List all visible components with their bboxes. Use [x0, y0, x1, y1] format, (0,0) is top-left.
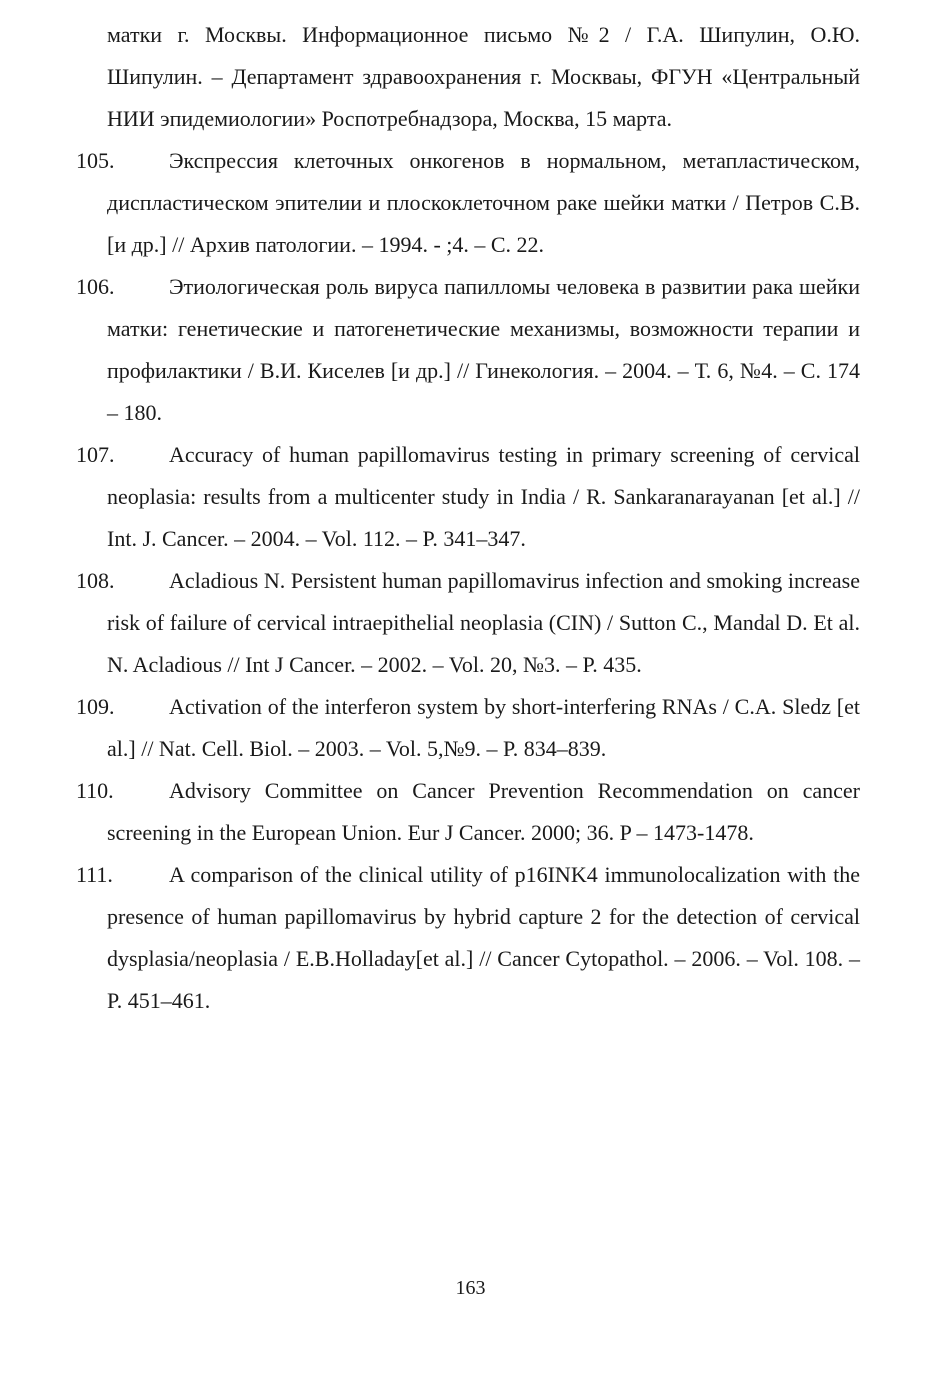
reference-text: Этиологическая роль вируса папилломы человека в развитии рака шейки матки: генетические и патогенетические механизмы, возможности терапии и профилактики / В.И. Киселев [и др.] // Гинекология. – 2004. – Т. 6, №4. – С. 174 – 180. — [107, 274, 860, 425]
reference-item-111 — [76, 854, 860, 1022]
reference-item-105 — [76, 140, 860, 266]
reference-continuation-text: матки г. Москвы. Информационное письмо №2 / Г.А. Шипулин, О.Ю. Шипулин. – Департамент здравоохранения г. Москваы, ФГУН «Центральный НИИ эпидемиологии» Роспотребнадзора, Москва, 15 марта. — [107, 22, 860, 131]
reference-list — [76, 14, 860, 1022]
reference-item-110 — [76, 770, 860, 854]
reference-text: Экспрессия клеточных онкогенов в нормальном, метапластическом, диспластическом эпителии и плоскоклеточном раке шейки матки / Петров С.В. [и др.] // Архив патологии. – 1994. - ;4. – С. 22. — [107, 148, 860, 257]
reference-number: 107. — [76, 442, 115, 467]
reference-text: Acladious N. Persistent human papillomavirus infection and smoking increase risk of failure of cervical intraepithelial neoplasia (CIN) / Sutton C., Mandal D. Et al. N. Acladious // Int J Cancer. – 2002. – Vol. 20, №3. – P. 435. — [107, 568, 860, 677]
reference-item-108 — [76, 560, 860, 686]
reference-continuation — [76, 14, 860, 140]
reference-number: 110. — [76, 778, 114, 803]
reference-number: 108. — [76, 568, 115, 593]
reference-number: 109. — [76, 694, 115, 719]
reference-text: Activation of the interferon system by short-interfering RNAs / C.A. Sledz [et al.] // Nat. Cell. Biol. – 2003. – Vol. 5,№9. – P. 834–839. — [107, 694, 860, 761]
reference-number: 106. — [76, 274, 115, 299]
reference-item-107 — [76, 434, 860, 560]
reference-text: Advisory Committee on Cancer Prevention Recommendation on cancer screening in the European Union. Eur J Cancer. 2000; 36. P – 1473-1478. — [107, 778, 860, 845]
reference-number: 111. — [76, 862, 113, 887]
page-number: 163 — [455, 1277, 486, 1299]
reference-item-106 — [76, 266, 860, 434]
reference-item-109 — [76, 686, 860, 770]
reference-number: 105. — [76, 148, 115, 173]
reference-text: Accuracy of human papillomavirus testing in primary screening of cervical neoplasia: results from a multicenter study in India / R. Sankaranarayanan [et al.] // Int. J. Cancer. – 2004. – Vol. 112. – P. 341–347. — [107, 442, 860, 551]
reference-text: A comparison of the clinical utility of p16INK4 immunolocalization with the presence of human papillomavirus by hybrid capture 2 for the detection of cervical dysplasia/neoplasia / E.B.Holladay[et al.] // Cancer Cytopathol. – 2006. – Vol. 108. – P. 451–461. — [107, 862, 860, 1013]
